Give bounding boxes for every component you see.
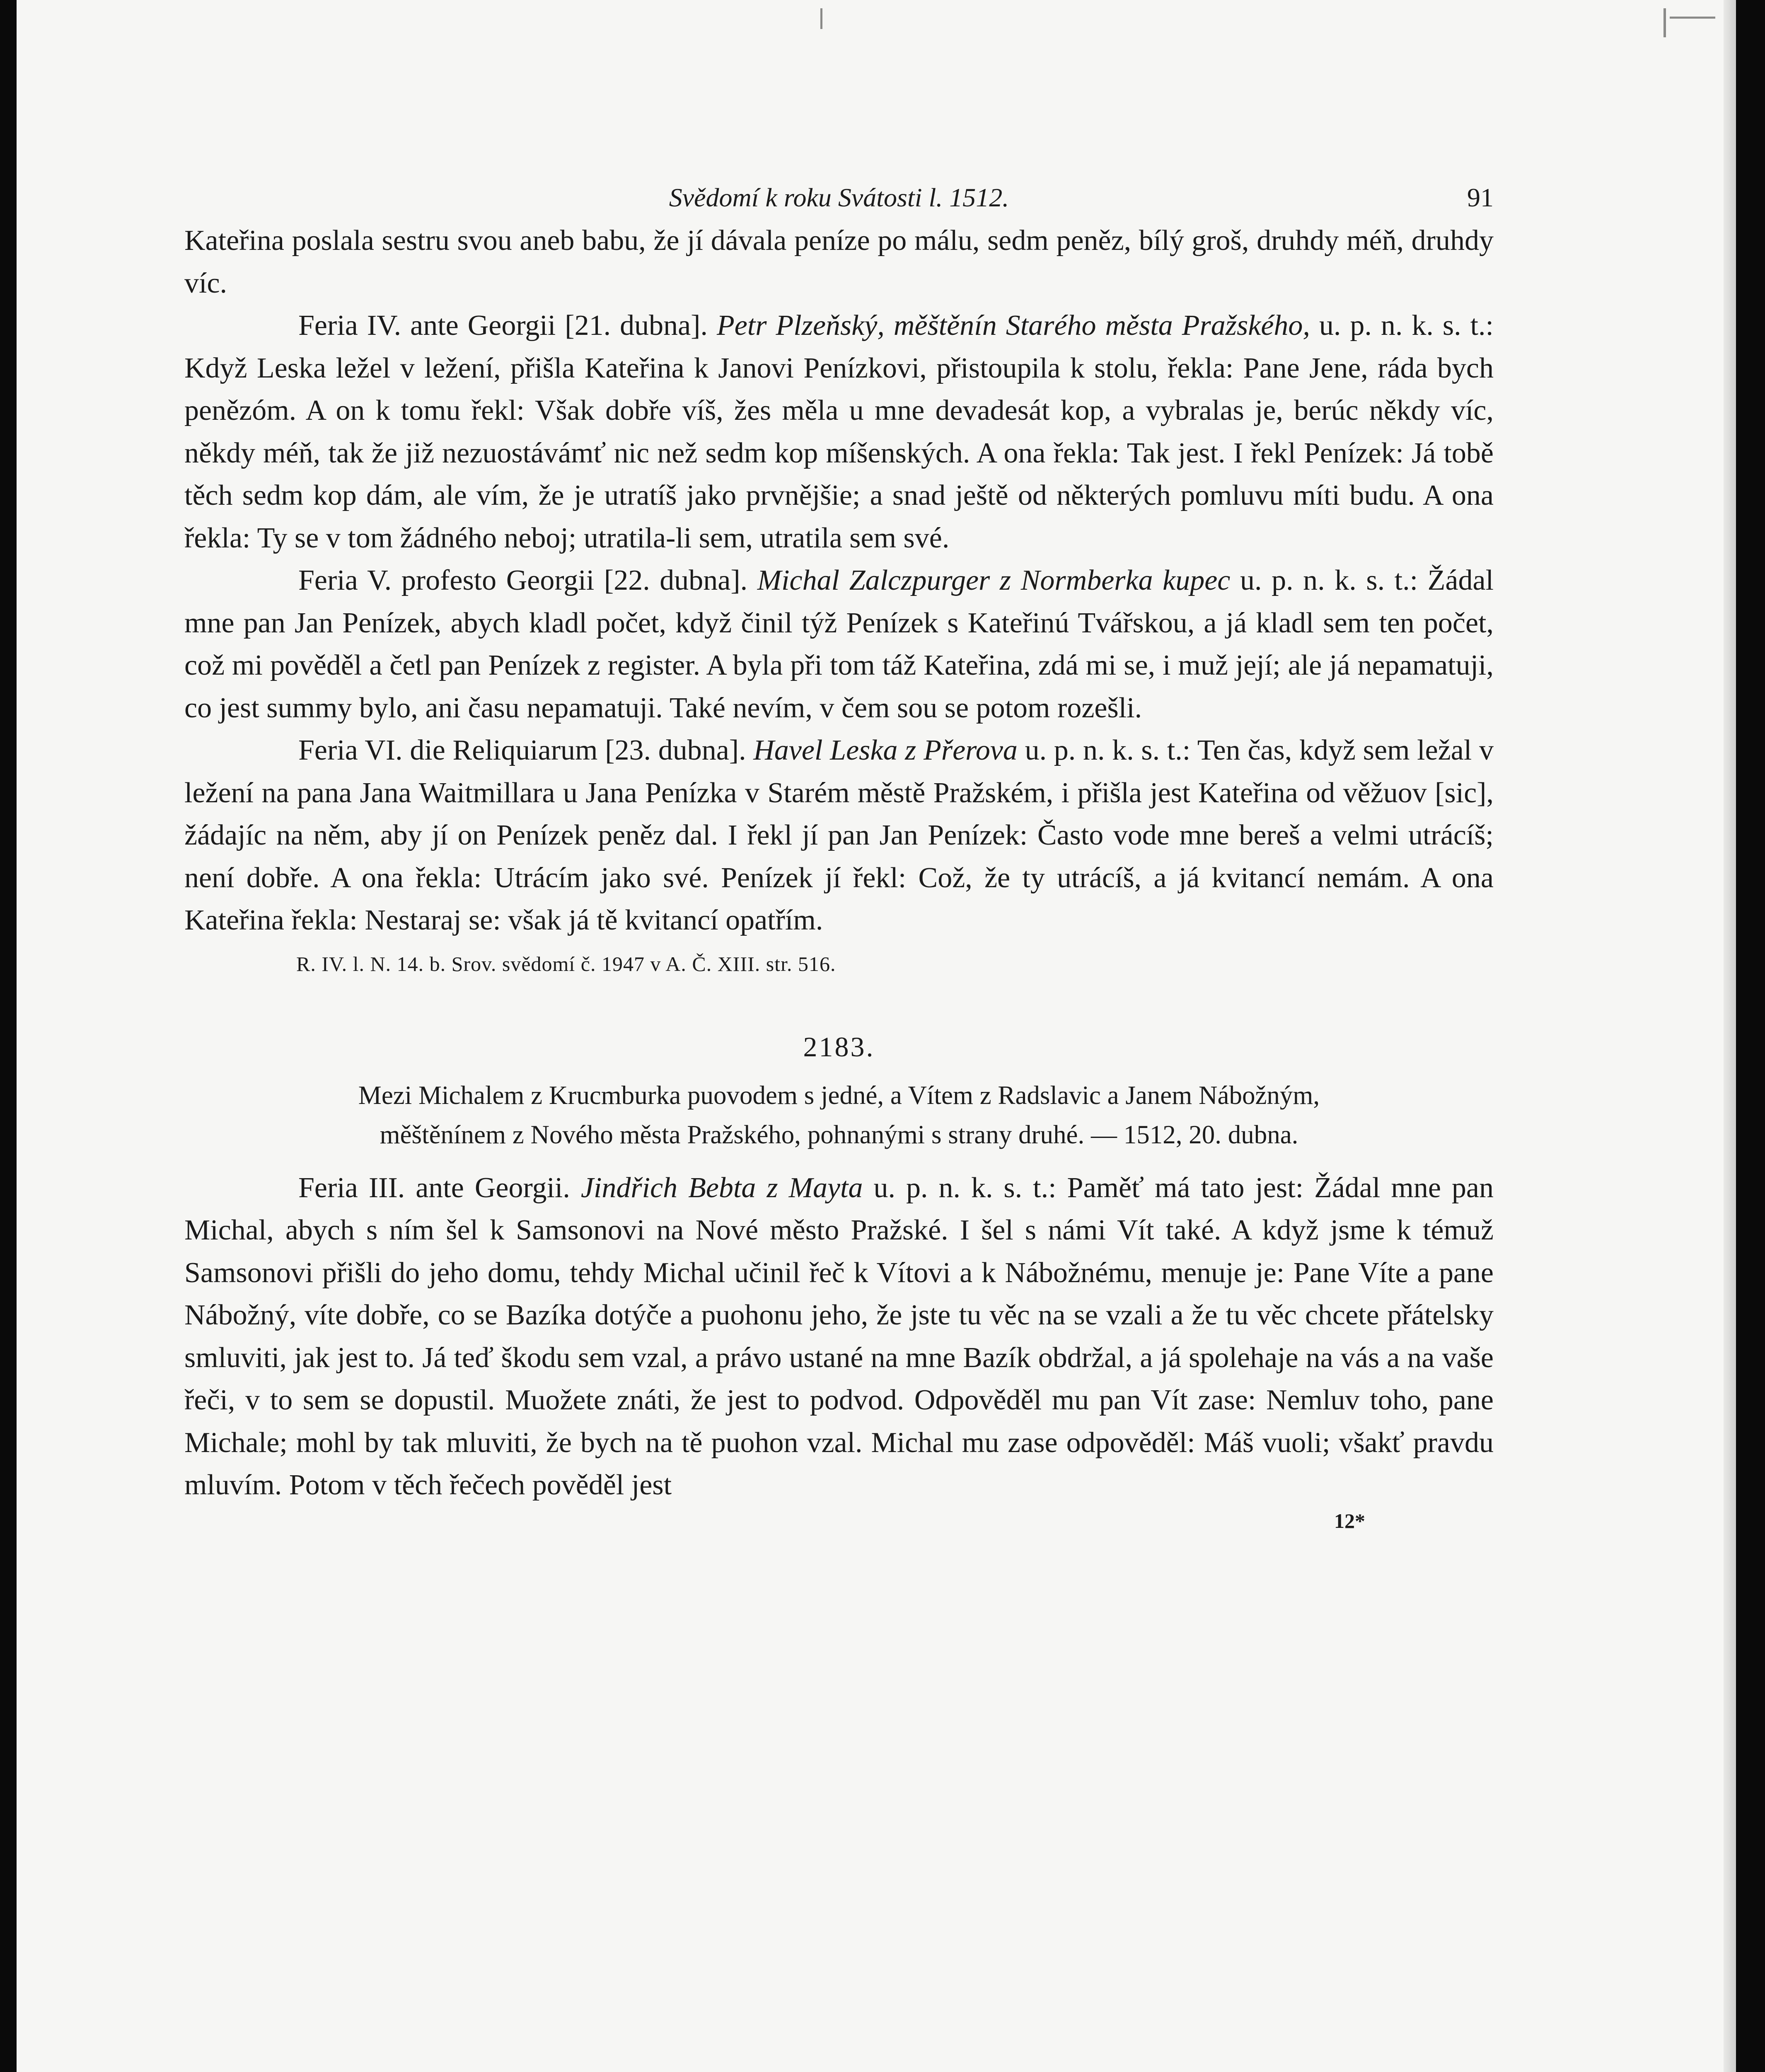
witness-name: Petr Plzeňský, měštěnín Starého města Pražského, [716, 310, 1310, 341]
paragraph-text: Feria VI. die Reliquiarum [23. dubna]. [298, 734, 754, 766]
witness-name: Havel Leska z Přerova [753, 734, 1018, 766]
scan-mark [1663, 8, 1666, 37]
scan-mark [1670, 17, 1715, 19]
text-block [184, 182, 1494, 1533]
witness-name: Michal Zalczpurger z Normberka kupec [757, 564, 1231, 596]
page-edge-shadow [1724, 0, 1736, 2072]
source-note: R. IV. l. N. 14. b. Srov. svědomí č. 1947 v A. Č. XIII. str. 516. [296, 952, 836, 975]
document-number: 2183. [803, 1031, 875, 1063]
paragraph-text: Kateřina poslala sestru svou aneb babu, že jí dávala peníze po málu, sedm peněz, bílý groš, druhdy méň, druhdy víc. [184, 225, 1494, 299]
witness-name: Jindřich Bebta z Mayta [580, 1172, 863, 1204]
document-summary-line: měštěnínem z Nového města Pražského, pohnanými s strany druhé. — 1512, 20. dubna. [380, 1120, 1298, 1149]
paragraph [184, 559, 1494, 729]
paragraph-text: Feria V. profesto Georgii [22. dubna]. [298, 564, 757, 596]
running-head-title: Svědomí k roku Svátosti l. 1512. [669, 183, 1009, 212]
paragraph [184, 729, 1494, 942]
paragraph [184, 305, 1494, 559]
paragraph-text: Feria IV. ante Georgii [21. dubna]. [298, 310, 717, 341]
running-head [184, 182, 1494, 220]
paragraph-text: u. p. n. k. s. t.: Paměť má tato jest: Žádal mne pan Michal, abych s ním šel k Samsonovi na Nové město Pražské. I šel s námi Vít také. A když jsme k témuž Samsonovi přišli do jeho domu, tehdy Michal učinil řeč k Vítovi a k Nábožnému, menuje je: Pane Víte a pane Nábožný, víte dobře, co se Bazíka dotýče a puohonu jeho, že jste tu věc na se vzali a že tu věc chcete přátelsky smluviti, jak jest to. Já teď škodu sem vzal, a právo ustané na mne Bazík obdržal, a já spolehaje na vás a na vaše řeči, v to sem se dopustil. Muožete znáti, že jest to podvod. Odpověděl mu pan Vít zase: Nemluv toho, pane Michale; mohl by tak mluviti, že bych na tě puohon vzal. Michal mu zase odpověděl: Máš vuoli; všakť pravdu mluvím. Potom v těch řečech pověděl jest [184, 1172, 1494, 1501]
paragraph-text: Feria III. ante Georgii. [298, 1172, 581, 1204]
signature-mark: 12* [1334, 1509, 1365, 1532]
paragraph-text: u. p. n. k. s. t.: Žádal mne pan Jan Penízek, abych kladl počet, když činil týž Penízek s Kateřinú Tvářskou, a já kladl sem ten počet, což mi pověděl a četl pan Penízek z register. A byla při tom táž Kateřina, zdá mi se, i muž její; ale já nepamatuji, co jest summy bylo, ani času nepamatuji. Také nevím, v čem sou se potom rozešli. [184, 564, 1494, 724]
paragraph-text: u. p. n. k. s. t.: Ten čas, když sem ležal v ležení na pana Jana Waitmillara u Jana Penízka v Starém městě Pražském, i přišla jest Kateřina od věžuov [sic], žádajíc na něm, aby jí on Penízek peněz dal. I řekl jí pan Jan Penízek: Často vode mne bereš a velmi utrácíš; není dobře. A ona řekla: Utrácím jako své. Penízek jí řekl: Což, že ty utrácíš, a já kvitancí nemám. A ona Kateřina řekla: Nestaraj se: však já tě kvitancí opatřím. [184, 734, 1494, 936]
scanned-page [17, 0, 1736, 2072]
paragraph [184, 220, 1494, 305]
paragraph [184, 1167, 1494, 1507]
document-summary [184, 1076, 1494, 1155]
paragraph-text: u. p. n. k. s. t.: Když Leska ležel v ležení, přišla Kateřina k Janovi Penízkovi, přistoupila k stolu, řekla: Pane Jene, ráda bych penězóm. A on k tomu řekl: Však dobře víš, žes měla u mne devadesát kop, a vybralas je, berúc někdy víc, někdy méň, tak že již nezuostávámť nic než sedm kop míšenských. A ona řekla: Tak jest. I řekl Penízek: Já tobě těch sedm kop dám, ale vím, že je utratíš jako prvnějšie; a snad ještě od některých pomluvu míti budu. A ona řekla: Ty se v tom žádného neboj; utratila-li sem, utratila sem své. [184, 310, 1494, 554]
page-number: 91 [1467, 183, 1494, 212]
document-summary-line: Mezi Michalem z Krucmburka puovodem s jedné, a Vítem z Radslavic a Janem Nábožným, [358, 1080, 1320, 1110]
scan-mark [820, 8, 822, 29]
